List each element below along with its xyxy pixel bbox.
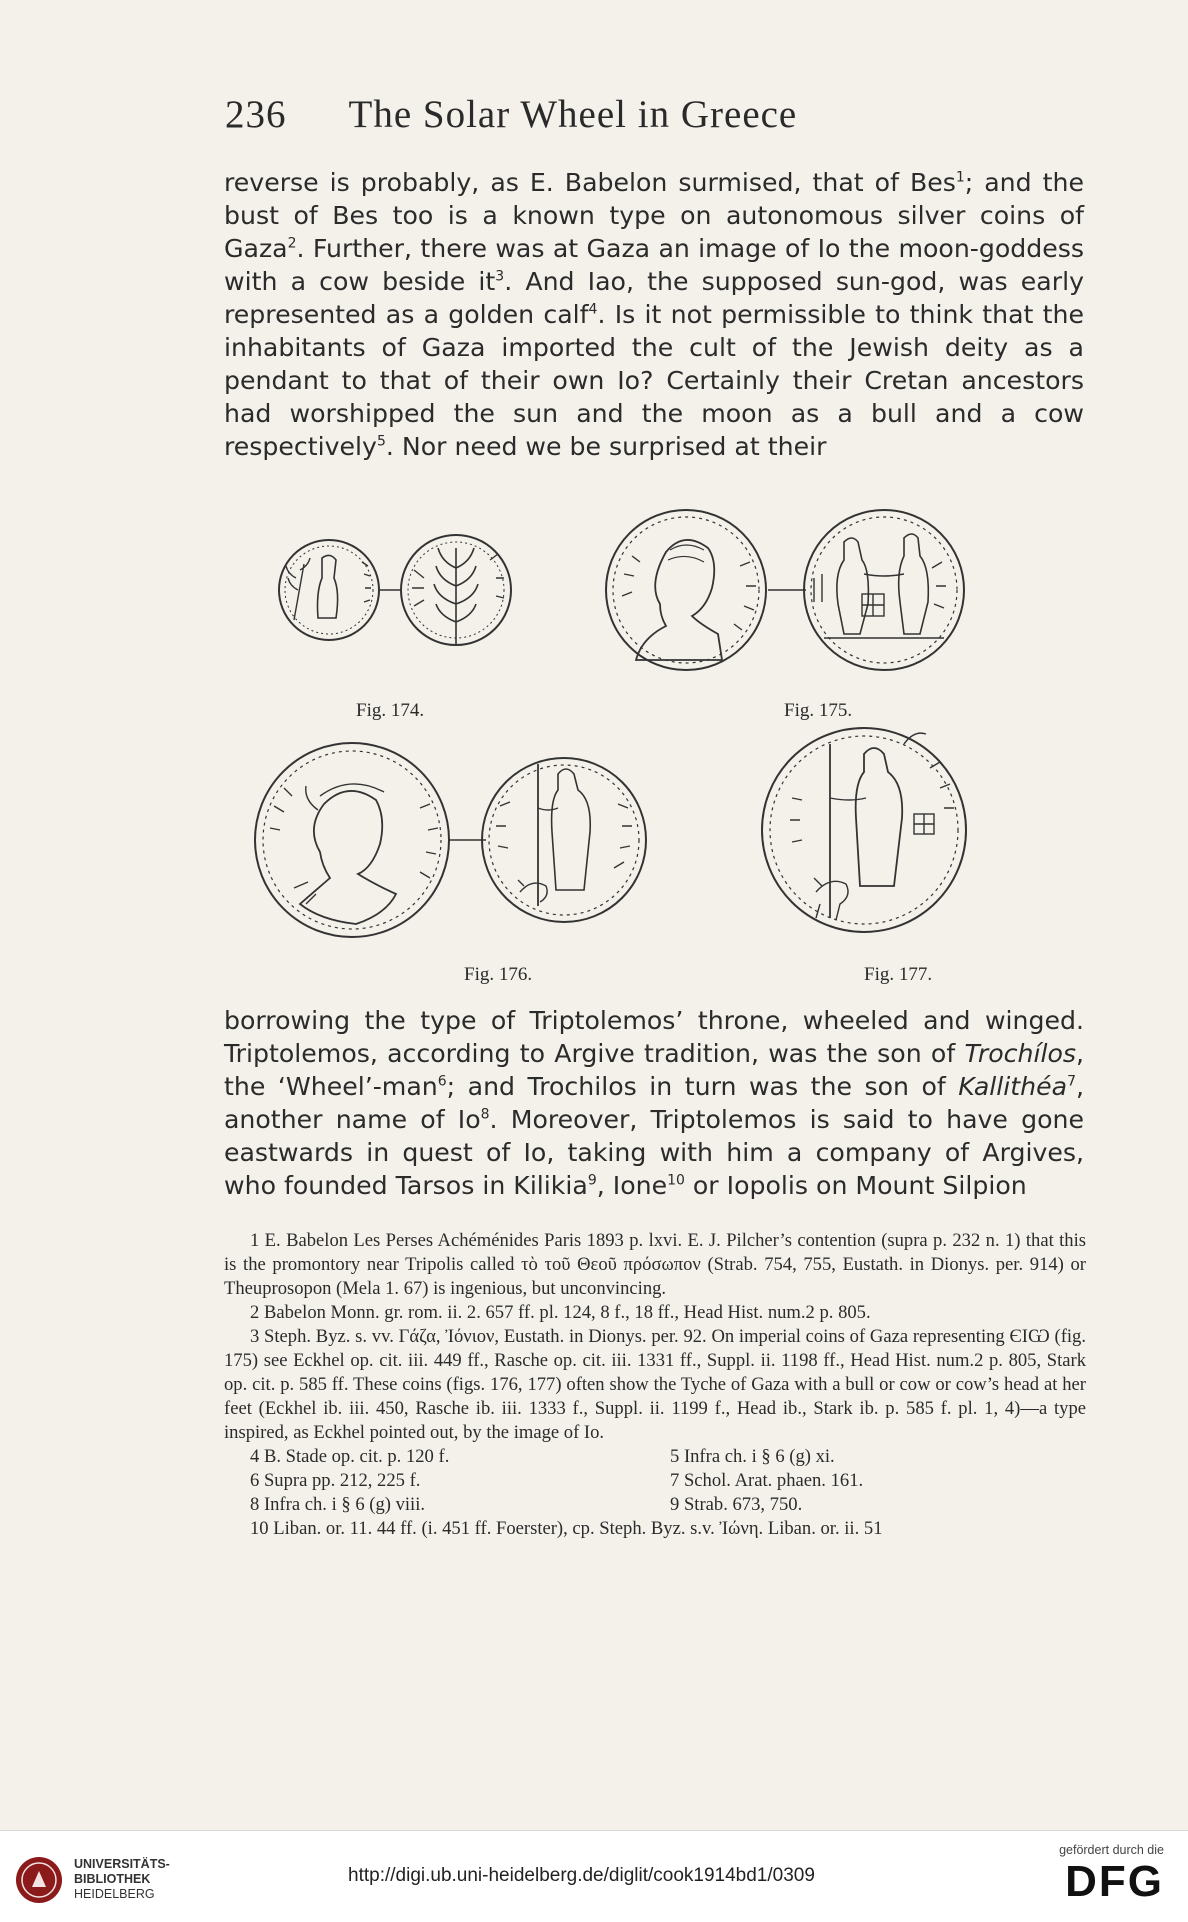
footnotes xyxy=(224,1229,1086,1541)
caption-fig175: Fig. 175. xyxy=(784,700,853,721)
footnote-ref: 6 xyxy=(437,1073,447,1090)
running-header xyxy=(225,92,797,137)
text-run: , Ione xyxy=(596,1171,668,1200)
footnote-8: 8 Infra ch. i § 6 (g) viii. xyxy=(250,1494,426,1515)
footnote-4: 4 B. Stade op. cit. p. 120 f. xyxy=(250,1446,450,1467)
footnote-7: 7 Schol. Arat. phaen. 161. xyxy=(670,1470,864,1491)
logo-line-3: HEIDELBERG xyxy=(74,1887,155,1901)
caption-fig176: Fig. 176. xyxy=(464,964,533,985)
text-run: ; and Trochilos in turn was the son of xyxy=(446,1072,959,1101)
coin-fig175-reverse xyxy=(804,510,964,670)
viewer-footer xyxy=(0,1830,1188,1922)
footnote-2: 2 Babelon Monn. gr. rom. ii. 2. 657 ff. pl. 124, 8 f., 18 ff., Head Hist. num.2 p. 805. xyxy=(250,1302,871,1323)
footnote-ref: 10 xyxy=(667,1172,685,1189)
text-run: borrowing the type of Triptolemos’ throne, wheeled and winged. Triptolemos, according to Argive tradition, was the son of xyxy=(224,1006,1084,1068)
dfg-logo[interactable] xyxy=(1024,1843,1164,1907)
text-run: . Is it not permissible to think that the inhabitants of Gaza imported the cult of the Jewish deity as a pendant to that of their own Io? Certainly their Cretan ancestors had worshipped the sun and the moon as a bull and a cow respectively xyxy=(224,300,1084,461)
text-run: , another name of Io xyxy=(224,1072,1084,1134)
running-title: The Solar Wheel in Greece xyxy=(348,93,798,136)
footnote-5: 5 Infra ch. i § 6 (g) xi. xyxy=(670,1446,835,1467)
paragraph-bottom xyxy=(224,1004,1084,1202)
text-run: . Further, there was at Gaza an image of Io the moon-goddess with a cow beside it xyxy=(224,234,1084,296)
italic-name: Kallithéa xyxy=(958,1072,1068,1101)
logo-line-1: UNIVERSITÄTS- xyxy=(74,1857,170,1871)
footnote-3: 3 Steph. Byz. s. vv. Γάζα, Ἰόνιον, Eustath. in Dionys. per. 92. On imperial coins of Gaza representing ЄΙѠ (fig. 175) see Eckhel op. cit. iii. 449 ff., Rasche op. cit. iii. 1331 ff., Suppl. ii. 1198 ff., Head Hist. num.2 p. 805, Stark op. cit. p. 585 ff. These coins (figs. 176, 177) often show the Tyche of Gaza with a bull or cow or cow’s head at her feet (Eckhel ib. iii. 450, Rasche ib. iii. 1333 f., Suppl. ii. 1199 f., Head ib., Stark ib. p. 585 f. pl. 1, 4)—a type inspired, as Eckhel pointed out, by the image of Io. xyxy=(224,1326,1086,1443)
caption-fig177: Fig. 177. xyxy=(864,964,933,985)
coin-fig174-obverse xyxy=(279,540,379,640)
footnote-10: 10 Liban. or. 11. 44 ff. (i. 451 ff. Foerster), cp. Steph. Byz. s.v. Ἰώνη. Liban. or. ii. 51 xyxy=(250,1518,883,1539)
footnote-ref: 5 xyxy=(376,433,386,450)
coin-fig174-reverse xyxy=(401,535,511,645)
footnote-ref: 3 xyxy=(495,268,505,285)
coin-figures xyxy=(224,508,1084,988)
footnote-ref: 8 xyxy=(480,1106,490,1123)
text-run: . And Iao, the supposed sun-god, was early represented as a golden calf xyxy=(224,267,1084,329)
footnote-ref: 1 xyxy=(955,169,965,186)
footnote-row-8-9 xyxy=(224,1493,1086,1517)
funded-by-label: gefördert durch die xyxy=(1059,1843,1164,1857)
footnote-6: 6 Supra pp. 212, 225 f. xyxy=(250,1470,421,1491)
university-seal-icon xyxy=(14,1855,64,1905)
footnote-9: 9 Strab. 673, 750. xyxy=(670,1494,803,1515)
italic-name: Trochílos xyxy=(964,1039,1076,1068)
footnote-row-6-7 xyxy=(224,1469,1086,1493)
text-run: . Moreover, Triptolemos is said to have gone eastwards in quest of Io, taking with him a company of Argives, who founded Tarsos in Kilikia xyxy=(224,1105,1084,1200)
permalink-url[interactable]: http://digi.ub.uni-heidelberg.de/diglit/cook1914bd1/0309 xyxy=(348,1865,815,1886)
coin-illustrations xyxy=(224,508,1084,988)
logo-line-2: BIBLIOTHEK xyxy=(74,1872,151,1886)
caption-fig174: Fig. 174. xyxy=(356,700,425,721)
footnote-ref: 9 xyxy=(587,1172,597,1189)
coin-fig176-reverse xyxy=(482,758,646,922)
page-number: 236 xyxy=(225,93,287,136)
text-run: reverse is probably, as E. Babelon surmised, that of Bes xyxy=(224,168,956,197)
text-run: ; and the bust of Bes too is a known type on autonomous silver coins of Gaza xyxy=(224,168,1084,263)
text-run: . Nor need we be surprised at their xyxy=(385,432,827,461)
library-logo[interactable] xyxy=(14,1851,224,1911)
coin-fig176-obverse xyxy=(255,743,449,937)
footnote-ref: 7 xyxy=(1067,1073,1076,1090)
text-run: , the ‘Wheel’-man xyxy=(224,1039,1084,1101)
footnote-1: 1 E. Babelon Les Perses Achéménides Paris 1893 p. lxvi. E. J. Pilcher’s contention (supra p. 232 n. 1) that this is the promontory near Tripolis called τὸ τοῦ Θεοῦ πρόσωπον (Strab. 754, 755, Eustath. in Dionys. per. 914) or Theuprosopon (Mela 1. 67) is ingenious, but unconvincing. xyxy=(224,1230,1086,1299)
footnote-ref: 2 xyxy=(287,235,297,252)
footnote-row-4-5 xyxy=(224,1445,1086,1469)
dfg-wordmark: DFG xyxy=(1065,1857,1164,1906)
text-run: or Iopolis on Mount Silpion xyxy=(684,1171,1027,1200)
footnote-ref: 4 xyxy=(588,301,598,318)
coin-fig175-obverse xyxy=(606,510,766,670)
coin-fig177 xyxy=(762,728,966,932)
paragraph-top xyxy=(224,166,1084,463)
